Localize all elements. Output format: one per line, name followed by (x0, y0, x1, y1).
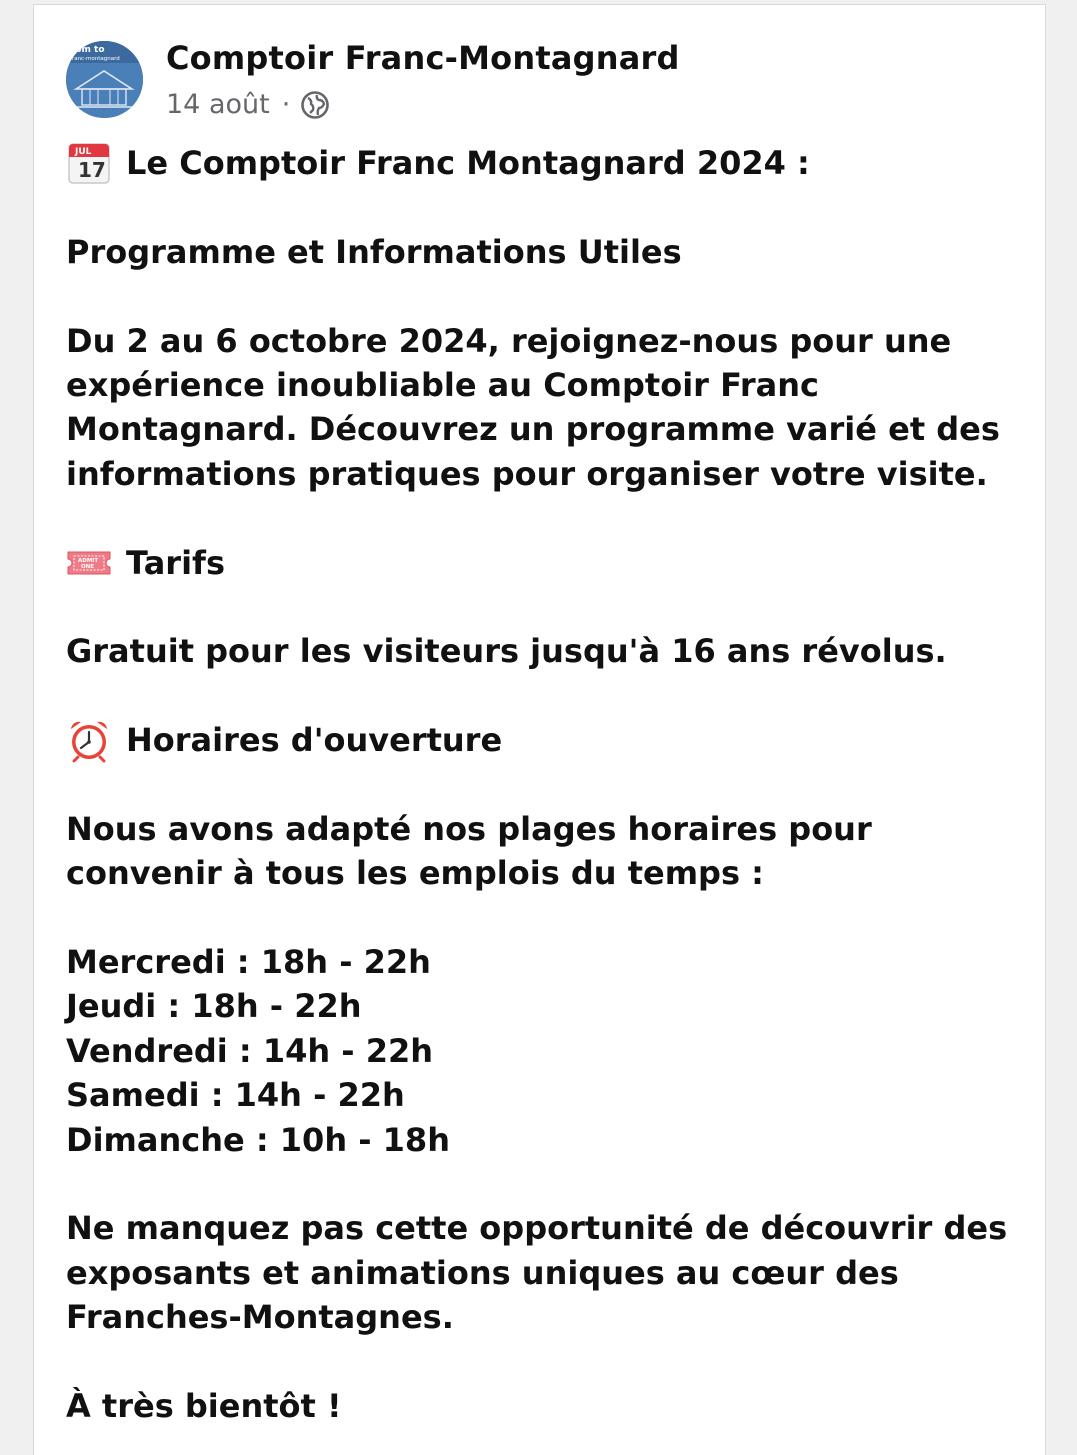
ticket-icon (66, 540, 112, 586)
ticket-text-2: ONE (81, 563, 95, 570)
post-body (66, 141, 1026, 1428)
alarm-clock-icon (66, 717, 112, 763)
post-card (33, 4, 1046, 1455)
intro-line: informations pratiques pour organiser votre visite. (66, 454, 988, 493)
ticket-text-1: ADMIT (78, 557, 99, 564)
signoff: À très bientôt ! (66, 1386, 342, 1425)
title-line (66, 141, 1026, 185)
horaires-heading: Horaires d'ouverture (126, 721, 503, 760)
horaires-intro-line: Nous avons adapté nos plages horaires pour (66, 809, 872, 848)
schedule-item: Dimanche : 10h - 18h (66, 1120, 450, 1159)
schedule-item: Jeudi : 18h - 22h (66, 987, 362, 1026)
post-title: Le Comptoir Franc Montagnard 2024 : (126, 144, 810, 182)
post-date[interactable]: 14 août (166, 89, 270, 120)
avatar-sub-text: franc-montagnard (70, 56, 120, 62)
schedule-item: Samedi : 14h - 22h (66, 1076, 405, 1115)
tarifs-text: Gratuit pour les visiteurs jusqu'à 16 ans révolus. (66, 632, 947, 671)
meta-separator: · (281, 89, 291, 120)
avatar[interactable] (66, 41, 143, 118)
closing-line: exposants et animations uniques au cœur des (66, 1253, 899, 1292)
globe-icon[interactable] (300, 90, 330, 120)
horaires-intro-line: convenir à tous les emplois du temps : (66, 854, 764, 893)
calendar-icon (66, 140, 112, 186)
tarifs-heading-line (66, 541, 1026, 585)
author-name[interactable]: Comptoir Franc-Montagnard (166, 39, 680, 77)
closing-line: Ne manquez pas cette opportunité de découvrir des (66, 1209, 1008, 1248)
intro-line: Du 2 au 6 octobre 2024, rejoignez-nous pour une (66, 321, 952, 360)
intro-line: expérience inoubliable au Comptoir Franc (66, 365, 820, 404)
avatar-top-text: com to (70, 45, 105, 55)
schedule-item: Mercredi : 18h - 22h (66, 943, 431, 982)
tarifs-heading: Tarifs (126, 543, 226, 582)
schedule-item: Vendredi : 14h - 22h (66, 1031, 434, 1070)
post-subtitle: Programme et Informations Utiles (66, 232, 682, 271)
intro-line: Montagnard. Découvrez un programme varié et des (66, 410, 1000, 449)
calendar-day: 17 (78, 158, 106, 183)
horaires-heading-line (66, 718, 1026, 762)
post-meta (166, 89, 330, 120)
closing-line: Franches-Montagnes. (66, 1298, 454, 1337)
post-header (66, 41, 1026, 121)
calendar-month: JUL (75, 147, 92, 158)
